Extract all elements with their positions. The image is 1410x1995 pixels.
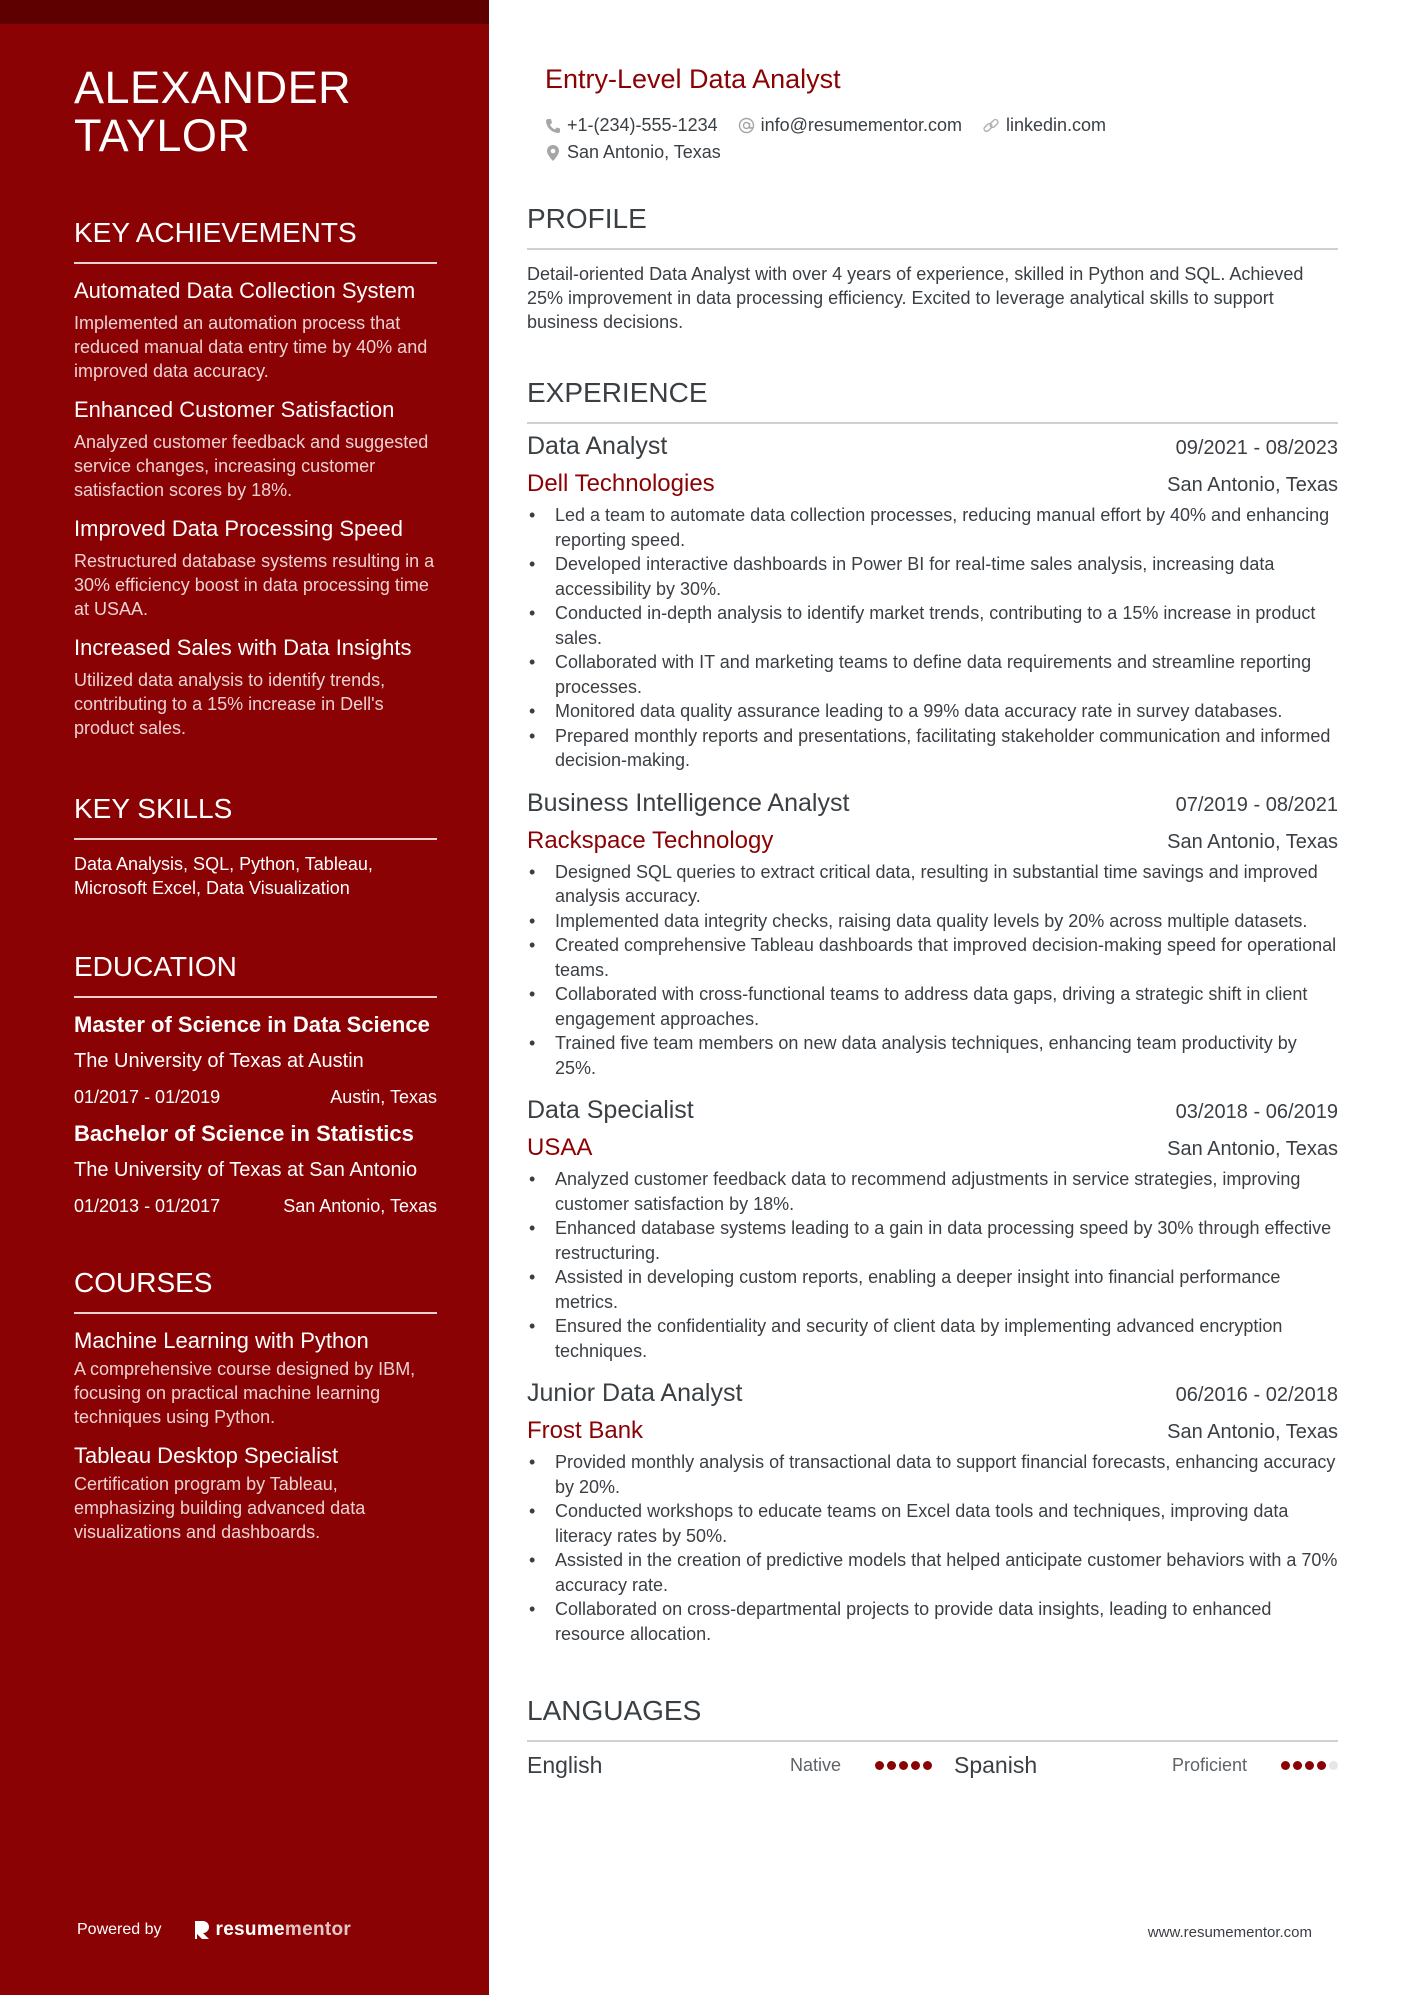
section-heading: LANGUAGES (527, 1694, 1338, 1742)
job-location: San Antonio, Texas (1167, 830, 1338, 853)
job-dates: 06/2016 - 02/2018 (1175, 1384, 1338, 1406)
sidebar-top-band (0, 0, 489, 24)
job-company: Rackspace Technology (527, 826, 774, 854)
course-title: Machine Learning with Python (74, 1328, 369, 1353)
brand-bold: resume (215, 1919, 285, 1940)
brand-light: mentor (284, 1919, 352, 1940)
education-school: The University of Texas at San Antonio (74, 1159, 418, 1181)
dot-filled (887, 1761, 896, 1770)
job-dates: 07/2019 - 08/2021 (1175, 793, 1338, 816)
job-role: Business Intelligence Analyst (527, 788, 850, 817)
main-content (489, 0, 1410, 1995)
section-heading: KEY SKILLS (74, 792, 437, 840)
job-role: Data Analyst (527, 432, 668, 460)
link-icon (982, 117, 1000, 135)
job-bullet: • Assisted in developing custom reports, enabling a deeper insight into financial performance metrics. (527, 1265, 1338, 1314)
at-icon (738, 117, 755, 134)
sidebar (0, 0, 489, 1995)
dot-filled (911, 1761, 920, 1770)
dot-filled (1317, 1761, 1326, 1770)
candidate-name (74, 64, 437, 160)
achievement-desc: Analyzed customer feedback and suggested service changes, increasing customer satisfaction scores by 18%. (74, 432, 429, 500)
job-bullet: • Ensured the confidentiality and security of client data by implementing advanced encryption techniques. (527, 1314, 1338, 1363)
achievement-title: Improved Data Processing Speed (74, 516, 403, 541)
proficiency-dots (1281, 1761, 1338, 1770)
job-bullet: • Provided monthly analysis of transactional data to support financial forecasts, enhancing accuracy by 20%. (527, 1450, 1338, 1499)
contact-phone[interactable]: +1-(234)-555-1234 (545, 112, 718, 139)
location-pin-icon (545, 144, 561, 162)
courses-section (74, 1266, 437, 1544)
education-dates: 01/2013 - 01/2017 (74, 1196, 221, 1216)
achievement-list (74, 276, 437, 740)
job-bullet: • Created comprehensive Tableau dashboards that improved decision-making speed for operational teams. (527, 933, 1338, 982)
education-location: Austin, Texas (330, 1087, 437, 1107)
contact-email[interactable]: info@resumementor.com (738, 112, 962, 139)
dot-filled (875, 1761, 884, 1770)
key-achievements-section (74, 216, 437, 740)
achievement-title: Automated Data Collection System (74, 278, 416, 303)
resume-header (527, 62, 1410, 166)
dot-empty (1329, 1761, 1338, 1770)
job-bullets (527, 1167, 1338, 1363)
dot-filled (923, 1761, 932, 1770)
section-heading: EXPERIENCE (527, 376, 1338, 424)
job-bullet: • Monitored data quality assurance leading to a 99% data accuracy rate in survey databases. (527, 699, 1338, 724)
course-desc: Certification program by Tableau, emphasizing building advanced data visualizations and dashboards. (74, 1474, 366, 1542)
target-job-title: Entry-Level Data Analyst (545, 64, 841, 94)
job-company: USAA (527, 1134, 593, 1161)
achievement-desc: Implemented an automation process that reduced manual data entry time by 40% and improved data accuracy. (74, 313, 428, 381)
course-desc: A comprehensive course designed by IBM, focusing on practical machine learning techniques using Python. (74, 1359, 416, 1427)
education-meta (74, 1194, 437, 1218)
phone-icon (545, 118, 561, 134)
job-bullet: • Collaborated with IT and marketing teams to define data requirements and streamline reporting processes. (527, 650, 1338, 699)
job-bullet: • Conducted in-depth analysis to identify market trends, contributing to a 15% increase in product sales. (527, 601, 1338, 650)
education-location: San Antonio, Texas (283, 1196, 437, 1216)
job-entry (527, 787, 1338, 1081)
section-heading: EDUCATION (74, 950, 437, 998)
dot-filled (899, 1761, 908, 1770)
contact-info (545, 112, 1410, 166)
languages-section (527, 1694, 1338, 1780)
languages-list (527, 1750, 1338, 1780)
language-name: English (527, 1752, 603, 1778)
experience-section (527, 376, 1338, 1646)
contact-linkedin[interactable]: linkedin.com (982, 112, 1106, 139)
education-dates: 01/2017 - 01/2019 (74, 1087, 221, 1107)
education-section (74, 950, 437, 1218)
job-role: Data Specialist (527, 1096, 694, 1124)
job-location: San Antonio, Texas (1167, 1138, 1338, 1160)
dot-filled (1293, 1761, 1302, 1770)
dot-filled (1281, 1761, 1290, 1770)
job-bullet: • Collaborated with cross-functional teams to address data gaps, driving a strategic shift in client engagement approaches. (527, 982, 1338, 1031)
job-bullet: • Collaborated on cross-departmental projects to provide data insights, leading to enhanced resource allocation. (527, 1597, 1338, 1646)
resumementor-website-link[interactable]: www.resumementor.com (1147, 1924, 1312, 1941)
proficiency-dots (875, 1761, 932, 1770)
job-bullet: • Developed interactive dashboards in Power BI for real-time sales analysis, increasing data accessibility by 30%. (527, 552, 1338, 601)
profile-summary: Detail-oriented Data Analyst with over 4 years of experience, skilled in Python and SQL. Achieved 25% improvement in data processing efficiency. Excited to leverage analytical skills to support business decisions. (527, 264, 1304, 332)
achievement-title: Increased Sales with Data Insights (74, 635, 412, 660)
job-company: Dell Technologies (527, 470, 715, 497)
profile-section (527, 202, 1338, 334)
section-heading: COURSES (74, 1266, 437, 1314)
education-degree: Bachelor of Science in Statistics (74, 1121, 414, 1146)
language-level: Proficient (1171, 1754, 1247, 1775)
section-heading: KEY ACHIEVEMENTS (74, 216, 437, 264)
achievement-title: Enhanced Customer Satisfaction (74, 397, 395, 422)
resumementor-logo-icon (194, 1920, 210, 1940)
education-degree: Master of Science in Data Science (74, 1012, 430, 1037)
job-location: San Antonio, Texas (1167, 1421, 1338, 1443)
job-bullet: • Prepared monthly reports and presentations, facilitating stakeholder communication and informed decision-making. (527, 724, 1338, 773)
course-title: Tableau Desktop Specialist (74, 1443, 339, 1468)
job-bullets (527, 503, 1338, 773)
language-english (527, 1750, 932, 1780)
job-bullets (527, 860, 1338, 1081)
achievement-desc: Utilized data analysis to identify trends, contributing to a 15% increase in Dell's product sales. (74, 670, 386, 738)
job-entry (527, 430, 1338, 773)
resumementor-logo[interactable] (194, 1919, 352, 1941)
job-dates: 03/2018 - 06/2019 (1175, 1101, 1338, 1123)
job-bullets (527, 1450, 1338, 1646)
key-skills-section (74, 792, 437, 900)
name-last: TAYLOR (74, 110, 251, 161)
job-location: San Antonio, Texas (1167, 474, 1338, 496)
language-level: Native (789, 1754, 841, 1775)
job-company: Frost Bank (527, 1417, 644, 1444)
job-entry (527, 1094, 1338, 1363)
job-bullet: • Enhanced database systems leading to a gain in data processing speed by 30% through effective restructuring. (527, 1216, 1338, 1265)
language-spanish (932, 1750, 1338, 1780)
dot-filled (1305, 1761, 1314, 1770)
job-bullet: • Analyzed customer feedback data to recommend adjustments in service strategies, improving customer satisfaction by 18%. (527, 1167, 1338, 1216)
name-first: ALEXANDER (74, 62, 352, 113)
job-bullet: • Assisted in the creation of predictive models that helped anticipate customer behaviors with a 70% accuracy rate. (527, 1548, 1338, 1597)
job-role: Junior Data Analyst (527, 1379, 743, 1407)
skills-list: Data Analysis, SQL, Python, Tableau, Microsoft Excel, Data Visualization (74, 854, 373, 898)
section-heading: PROFILE (527, 202, 1338, 250)
contact-location: San Antonio, Texas (545, 139, 721, 166)
powered-by-label: Powered by (77, 1921, 162, 1938)
job-entry (527, 1377, 1338, 1646)
education-meta (74, 1085, 437, 1109)
job-bullet: • Led a team to automate data collection processes, reducing manual effort by 40% and enhancing reporting speed. (527, 503, 1338, 552)
job-bullet: • Conducted workshops to educate teams on Excel data tools and techniques, improving data literacy rates by 50%. (527, 1499, 1338, 1548)
language-name: Spanish (954, 1752, 1038, 1778)
powered-by (77, 1919, 351, 1941)
job-bullet: • Trained five team members on new data analysis techniques, enhancing team productivity by 25%. (527, 1031, 1338, 1080)
job-bullet: • Implemented data integrity checks, raising data quality levels by 20% across multiple datasets. (527, 909, 1338, 934)
job-dates: 09/2021 - 08/2023 (1175, 437, 1338, 459)
education-school: The University of Texas at Austin (74, 1050, 364, 1072)
job-bullet: • Designed SQL queries to extract critical data, resulting in substantial time savings and improved analysis accuracy. (527, 860, 1338, 909)
achievement-desc: Restructured database systems resulting in a 30% efficiency boost in data processing time at USAA. (74, 551, 435, 619)
